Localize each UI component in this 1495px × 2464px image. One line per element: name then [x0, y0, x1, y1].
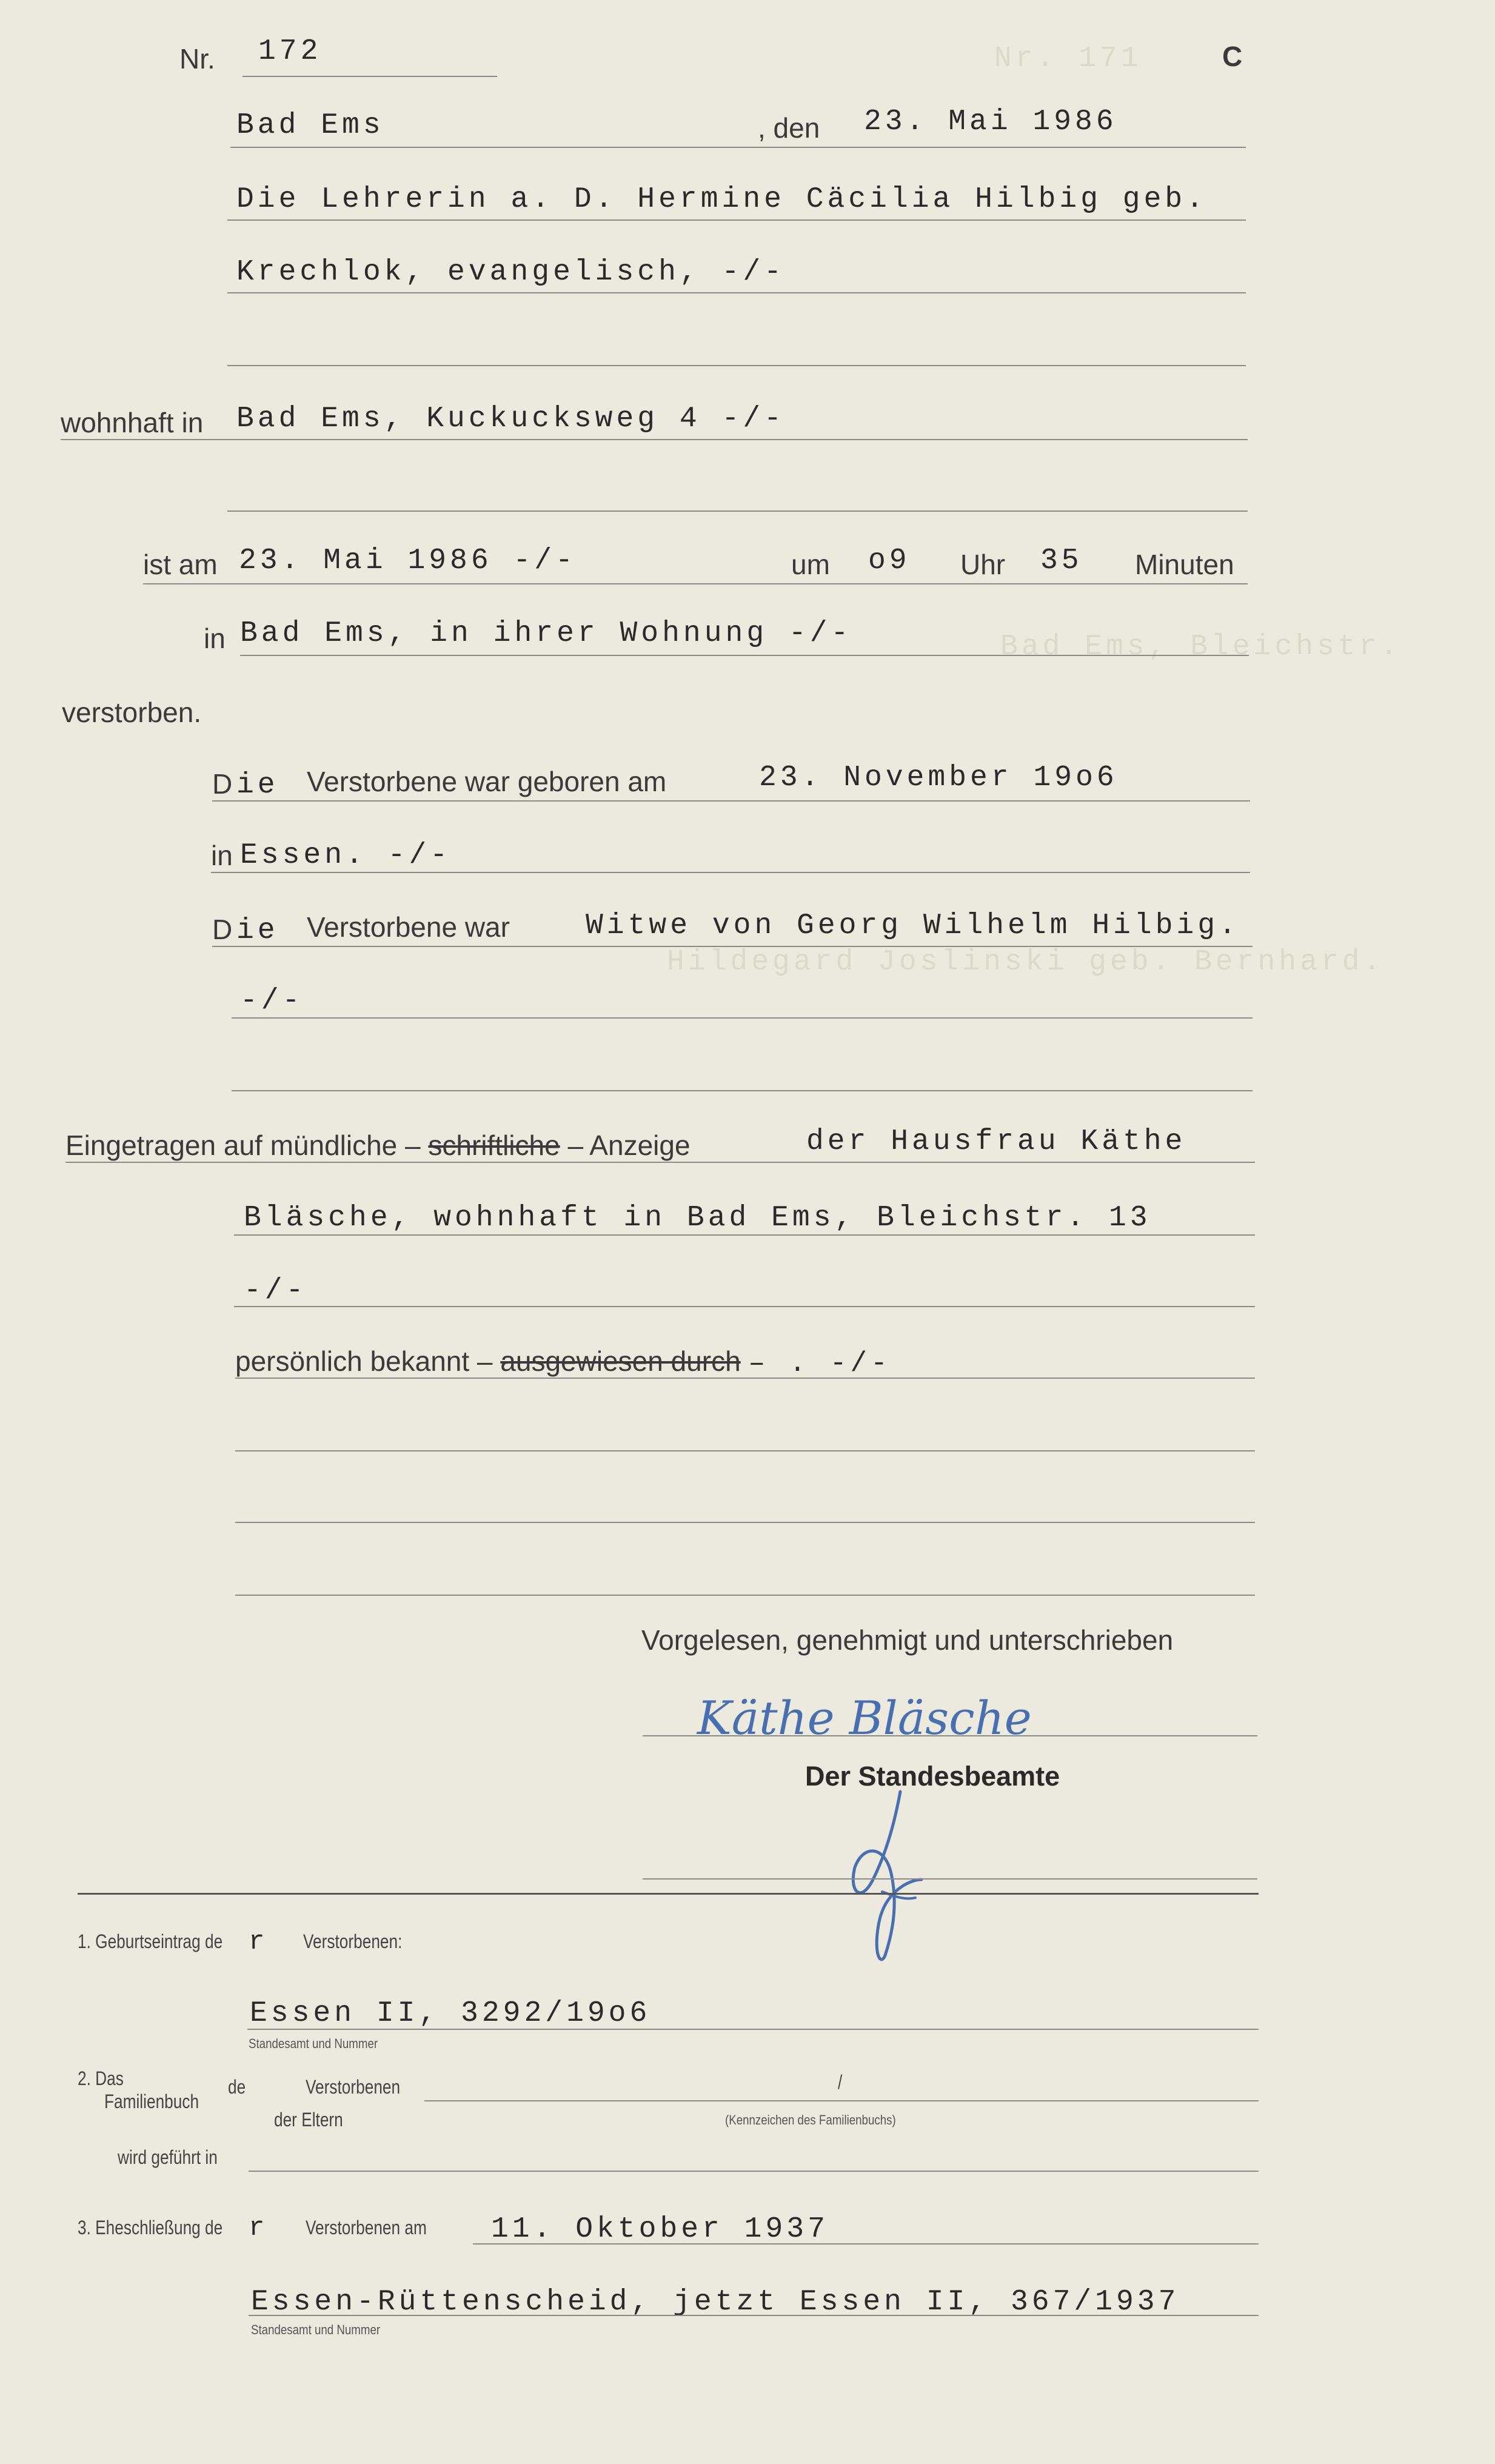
- death-hour: o9: [868, 544, 911, 577]
- birth-d-suffix: ie: [236, 769, 279, 802]
- report-value-line3: -/-: [244, 1274, 307, 1307]
- bleed-through-text: Nr. 171: [994, 42, 1142, 75]
- rule: [240, 655, 1249, 656]
- note3-date: 11. Oktober 1937: [491, 2213, 829, 2246]
- den-label: , den: [758, 112, 820, 144]
- informant-signature-text: Käthe Bläsche: [697, 1691, 1032, 1745]
- rule: [212, 946, 1253, 947]
- report-label-start-text: Eingetragen auf mündliche –: [65, 1130, 421, 1161]
- note1-suffix: r: [249, 1927, 269, 1957]
- report-label-start: [65, 1129, 691, 1162]
- rule: [65, 1162, 1255, 1163]
- note2-slash: /: [838, 2071, 843, 2093]
- bleed-through-text: Hildegard Joslinski geb. Bernhard.: [667, 946, 1385, 979]
- birth-date: 23. November 19o6: [759, 762, 1118, 794]
- identity-struck: ausgewiesen durch: [500, 1345, 741, 1377]
- rule: [235, 1450, 1255, 1451]
- rule: [235, 1522, 1255, 1523]
- note1-value: Essen II, 3292/19o6: [250, 1997, 651, 2030]
- report-label-struck: schriftliche: [428, 1130, 560, 1161]
- registrar-label: Der Standesbeamte: [805, 1761, 1060, 1792]
- report-label-end: – Anzeige: [567, 1130, 691, 1161]
- rule: [234, 1234, 1255, 1236]
- rule: [232, 1090, 1253, 1091]
- status-label: Verstorbene war: [307, 911, 510, 943]
- rule: [247, 2029, 1259, 2030]
- minuten-label: Minuten: [1135, 549, 1234, 580]
- identity-end: – . -/-: [748, 1348, 891, 1379]
- verstorben-label: verstorben.: [62, 697, 202, 728]
- rule: [473, 2243, 1259, 2245]
- section-letter: C: [1222, 41, 1243, 72]
- rule: [227, 365, 1246, 366]
- note3-label2: Verstorbenen am: [306, 2217, 427, 2238]
- rule: [234, 1306, 1255, 1307]
- note2-verstorbenen: Verstorbenen: [306, 2076, 401, 2098]
- note3-suffix: r: [249, 2213, 269, 2243]
- status-d-suffix: ie: [236, 914, 279, 947]
- rule: [230, 147, 1246, 148]
- section-divider: [78, 1893, 1259, 1895]
- death-minutes: 35: [1040, 544, 1083, 577]
- note1-label: 1. Geburtseintrag de: [78, 1930, 223, 1952]
- status-value-line1: Witwe von Georg Wilhelm Hilbig.: [586, 909, 1240, 942]
- death-in-label: in: [204, 623, 226, 654]
- rule: [249, 2171, 1259, 2172]
- rule: [424, 2100, 1259, 2101]
- report-value-line1: der Hausfrau Käthe: [806, 1125, 1186, 1158]
- um-label: um: [791, 549, 830, 580]
- report-value-line2: Bläsche, wohnhaft in Bad Ems, Bleichstr. 13: [244, 1202, 1151, 1234]
- registrar-signature: [837, 1789, 934, 1964]
- status-value-line2: -/-: [240, 985, 304, 1017]
- birth-d-prefix: D: [212, 768, 233, 800]
- note2-label-a: 2. Das: [78, 2067, 124, 2089]
- deceased-name-line1: Die Lehrerin a. D. Hermine Cäcilia Hilbig geb.: [236, 183, 1208, 216]
- informant-signature: [691, 1686, 1079, 1752]
- death-place: Bad Ems, in ihrer Wohnung -/-: [240, 617, 852, 650]
- identity-label: persönlich bekannt –: [235, 1345, 493, 1377]
- note3-place: Essen-Rüttenscheid, jetzt Essen II, 367/1937: [251, 2286, 1180, 2318]
- rule: [643, 1735, 1257, 1736]
- birth-label: Verstorbene war geboren am: [307, 766, 667, 797]
- rule: [227, 511, 1248, 512]
- note2-kennzeichen: (Kennzeichen des Familienbuchs): [725, 2112, 896, 2128]
- rule: [643, 1878, 1257, 1880]
- note1-sublabel: Standesamt und Nummer: [249, 2036, 378, 2051]
- rule: [211, 872, 1250, 873]
- registry-place: Bad Ems: [236, 109, 384, 142]
- rule: [235, 1595, 1255, 1596]
- note2-gefuehrt: wird geführt in: [118, 2146, 218, 2168]
- note2-de: de: [228, 2076, 246, 2098]
- birth-place: Essen. -/-: [240, 839, 452, 872]
- rule: [249, 2315, 1259, 2316]
- registry-date: 23. Mai 1986: [864, 105, 1117, 138]
- note2-label-b: Familienbuch: [104, 2091, 199, 2112]
- rule: [242, 76, 497, 77]
- uhr-label: Uhr: [960, 549, 1006, 580]
- rule: [227, 292, 1246, 293]
- birth-in-label: in: [211, 840, 233, 871]
- residence-label: wohnhaft in: [61, 407, 204, 438]
- deceased-name-line2: Krechlok, evangelisch, -/-: [236, 256, 785, 289]
- rule: [232, 1017, 1253, 1019]
- rule: [143, 583, 1248, 584]
- note3-sublabel: Standesamt und Nummer: [251, 2322, 381, 2337]
- rule: [227, 219, 1246, 221]
- bleed-through-text: Bad Ems, Bleichstr.: [1000, 631, 1402, 663]
- identity-line: [235, 1345, 891, 1379]
- note3-label: 3. Eheschließung de: [78, 2217, 223, 2238]
- status-d-prefix: D: [212, 914, 233, 945]
- note2-eltern: der Eltern: [274, 2109, 343, 2131]
- note1-label2: Verstorbenen:: [303, 1930, 403, 1952]
- rule: [235, 1378, 1255, 1379]
- nr-label: Nr.: [179, 43, 215, 75]
- ist-am-label: ist am: [143, 549, 218, 580]
- record-number: 172: [258, 35, 322, 68]
- death-date: 23. Mai 1986 -/-: [239, 544, 577, 577]
- rule: [61, 439, 1248, 440]
- rule: [212, 800, 1250, 802]
- residence-value: Bad Ems, Kuckucksweg 4 -/-: [236, 403, 785, 435]
- read-approved-label: Vorgelesen, genehmigt und unterschrieben: [641, 1624, 1174, 1656]
